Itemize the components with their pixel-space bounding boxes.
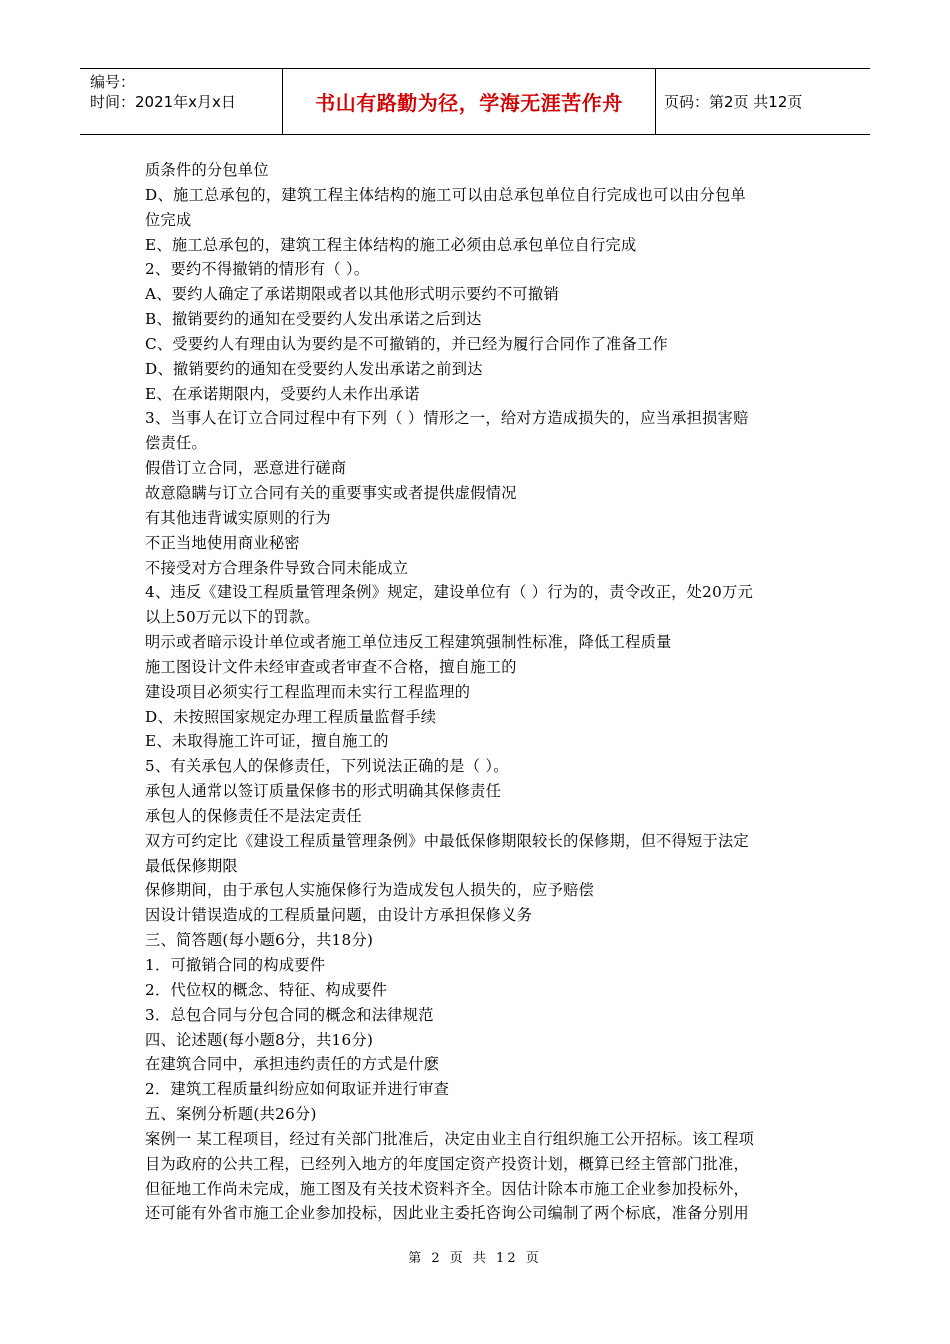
text-line: 最低保修期限 xyxy=(145,856,238,875)
text-line: 在建筑合同中，承担违约责任的方式是什麽 xyxy=(145,1055,440,1074)
text-line: 5、有关承包人的保修责任，下列说法正确的是（ ）。 xyxy=(145,757,509,776)
text-line: 3．总包合同与分包合同的概念和法律规范 xyxy=(145,1005,434,1024)
text-line: 还可能有外省市施工企业参加投标，因此业主委托咨询公司编制了两个标底，准备分别用 xyxy=(145,1204,750,1223)
text-line: A、要约人确定了承诺期限或者以其他形式明示要约不可撤销 xyxy=(145,285,559,304)
text-line: 1．可撤销合同的构成要件 xyxy=(145,956,326,974)
text-line: E、在承诺期限内，受要约人未作出承诺 xyxy=(145,384,420,403)
text-line: 2．代位权的概念、特征、构成要件 xyxy=(145,980,388,999)
text-line: 2、要约不得撤销的情形有（ ）。 xyxy=(145,260,370,279)
text-line: 保修期间，由于承包人实施保修行为造成发包人损失的，应予赔偿 xyxy=(145,881,595,900)
page-header xyxy=(80,68,870,135)
document-code-label: 编号： xyxy=(90,73,136,91)
text-line: 但征地工作尚未完成，施工图及有关技术资料齐全。因估计除本市施工企业参加投标外， xyxy=(145,1179,750,1198)
text-line: 承包人通常以签订质量保修书的形式明确其保修责任 xyxy=(145,782,502,801)
text-line: 位完成 xyxy=(145,210,192,229)
text-line: 双方可约定比《建设工程质量管理条例》中最低保修期限较长的保修期，但不得短于法定 xyxy=(145,831,750,850)
text-line: 以上50万元以下的罚款。 xyxy=(145,608,320,627)
text-line: 偿责任。 xyxy=(145,434,207,453)
document-body xyxy=(145,158,810,1226)
text-line: 4、违反《建设工程质量管理条例》规定，建设单位有（ ）行为的，责令改正，处20万元 xyxy=(145,583,754,602)
text-line: 有其他违背诚实原则的行为 xyxy=(145,508,331,527)
document-date: 时间：2021年x月x日 xyxy=(90,93,236,111)
text-line: B、撤销要约的通知在受要约人发出承诺之后到达 xyxy=(145,310,482,329)
text-line: D、撤销要约的通知在受要约人发出承诺之前到达 xyxy=(145,359,483,378)
text-line: 质条件的分包单位 xyxy=(145,161,269,179)
text-line: 明示或者暗示设计单位或者施工单位违反工程建筑强制性标准，降低工程质量 xyxy=(145,633,672,652)
text-line: 承包人的保修责任不是法定责任 xyxy=(145,806,362,825)
header-motto: 书山有路勤为径，学海无涯苦作舟 xyxy=(282,69,656,134)
text-line: E、施工总承包的，建筑工程主体结构的施工必须由总承包单位自行完成 xyxy=(145,235,637,254)
text-line: 四、论述题(每小题8分，共16分) xyxy=(145,1030,374,1049)
text-line: 三、简答题(每小题6分，共18分) xyxy=(145,931,374,950)
text-line: 因设计错误造成的工程质量问题，由设计方承担保修义务 xyxy=(145,906,533,925)
text-line: 五、案例分析题(共26分) xyxy=(145,1105,317,1124)
page-footer: 第 2 页 共 12 页 xyxy=(408,1251,542,1266)
text-line: 不接受对方合理条件导致合同未能成立 xyxy=(145,558,409,577)
text-line: 3、当事人在订立合同过程中有下列（ ）情形之一，给对方造成损失的，应当承担损害赔 xyxy=(145,409,749,428)
text-line: 建设项目必须实行工程监理而未实行工程监理的 xyxy=(145,682,471,701)
text-line: 不正当地使用商业秘密 xyxy=(145,533,300,552)
text-line: C、受要约人有理由认为要约是不可撤销的，并已经为履行合同作了准备工作 xyxy=(145,334,669,353)
text-line: D、施工总承包的，建筑工程主体结构的施工可以由总承包单位自行完成也可以由分包单 xyxy=(145,185,747,204)
text-line: 2．建筑工程质量纠纷应如何取证并进行审查 xyxy=(145,1080,450,1099)
text-line: 案例一 某工程项目，经过有关部门批准后，决定由业主自行组织施工公开招标。该工程项 xyxy=(145,1129,755,1148)
text-line: 目为政府的公共工程，已经列入地方的年度国定资产投资计划，概算已经主管部门批准， xyxy=(145,1154,750,1173)
text-line: 假借订立合同，恶意进行磋商 xyxy=(145,459,347,478)
header-page-number: 页码：第2页 共12页 xyxy=(664,93,803,111)
text-line: E、未取得施工许可证，擅自施工的 xyxy=(145,732,389,751)
text-line: D、未按照国家规定办理工程质量监督手续 xyxy=(145,707,437,726)
text-line: 施工图设计文件未经审查或者审查不合格，擅自施工的 xyxy=(145,657,517,676)
header-meta xyxy=(80,69,282,134)
text-line: 故意隐瞒与订立合同有关的重要事实或者提供虚假情况 xyxy=(145,483,517,502)
